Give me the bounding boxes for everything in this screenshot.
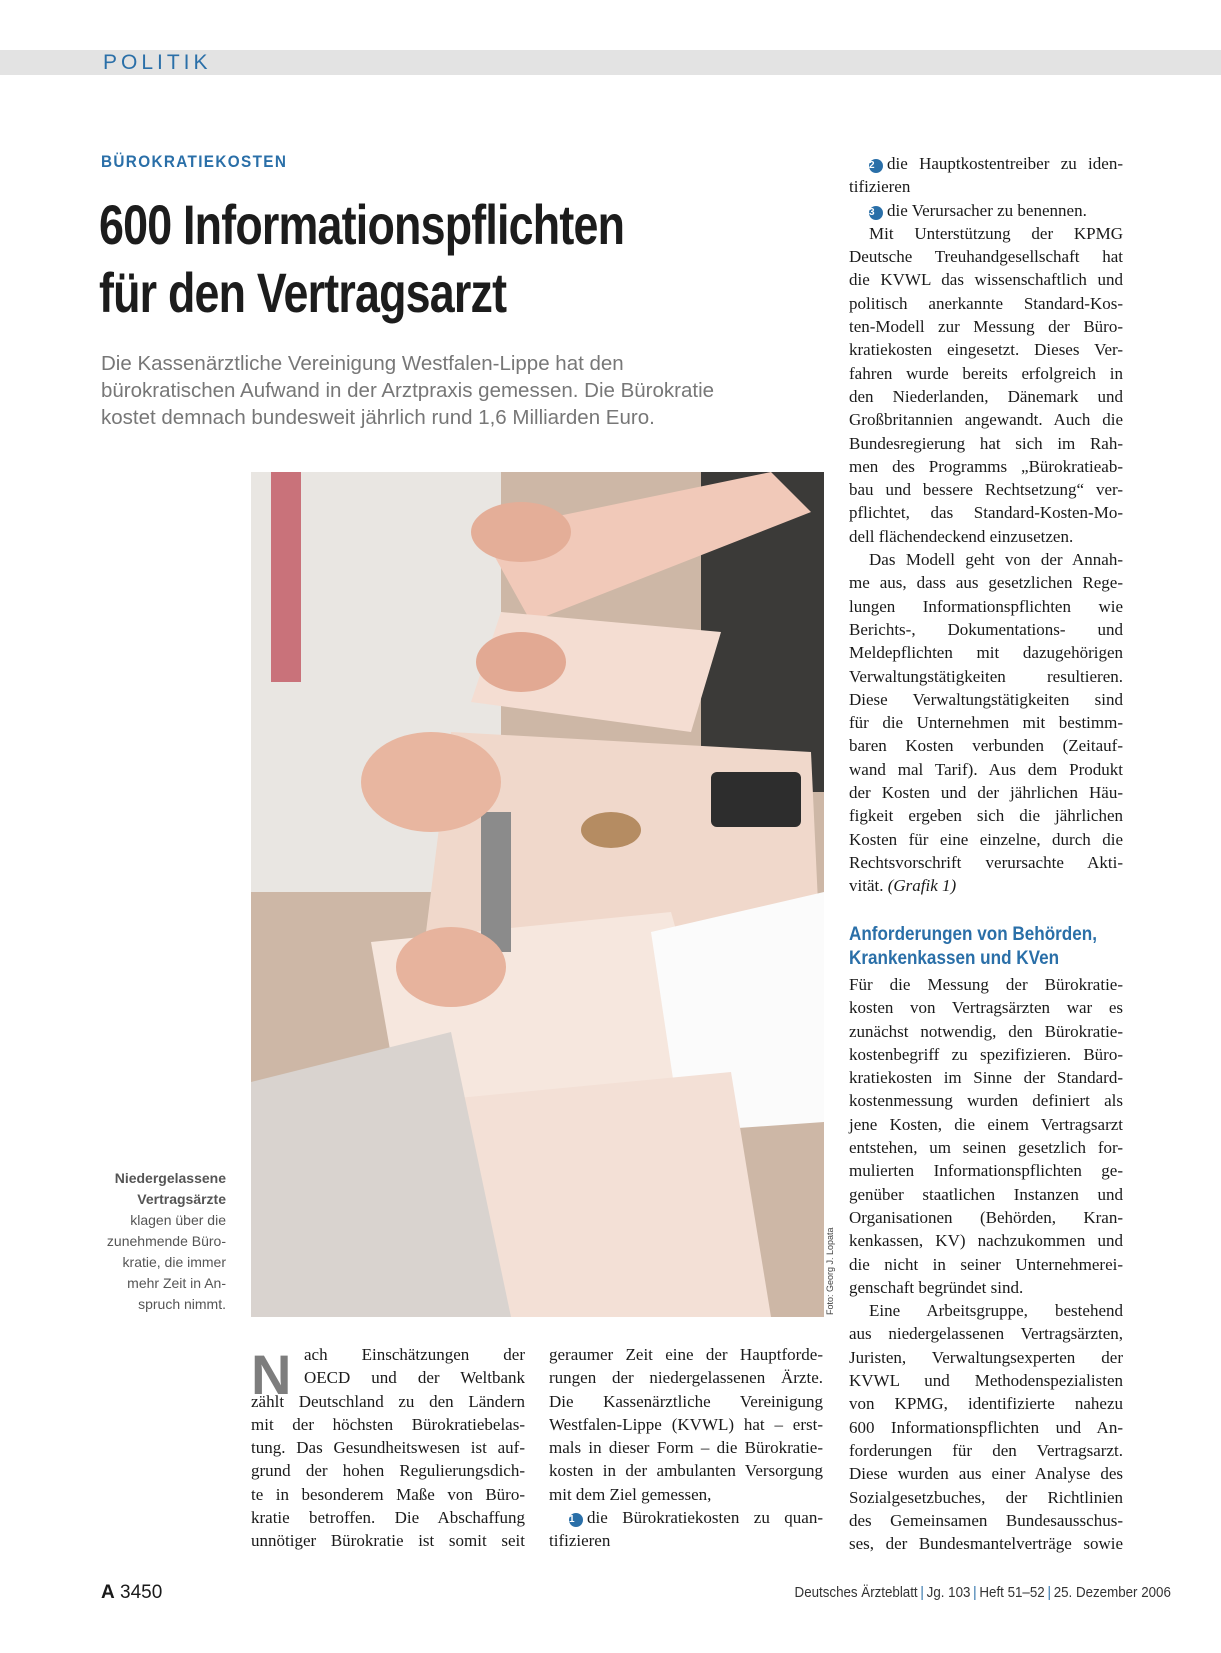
body-line: zunächst notwendig, den Bürokratie- xyxy=(849,1021,1123,1041)
body-line: unnötiger Bürokratie ist somit seit xyxy=(251,1531,525,1551)
body-line: Westfalen-Lippe (KVWL) hat – erst- xyxy=(549,1414,823,1434)
volume: Jg. 103 xyxy=(926,1585,971,1601)
body-line: den Niederlanden, Dänemark und xyxy=(849,386,1123,406)
list-item-text: die Bürokratiekosten zu quan- xyxy=(587,1508,823,1528)
body-line: Das Modell geht von der Annah- xyxy=(869,550,1123,570)
caption-line: spruch nimmt. xyxy=(138,1296,226,1312)
body-line: Die Kassenärztliche Vereinigung xyxy=(549,1391,823,1411)
body-line: für die Unternehmen mit bestimm- xyxy=(849,713,1123,733)
list-number-icon: 2 xyxy=(869,159,883,173)
photo-credit-text: Foto: Georg J. Lopata xyxy=(825,1227,835,1315)
body-line: die nicht in seiner Unternehmerei- xyxy=(849,1254,1123,1274)
subheading-line: Krankenkassen und KVen xyxy=(849,948,1060,969)
body-line: forderungen für den Vertragsarzt. xyxy=(849,1440,1123,1460)
body-line: Diese Verwaltungstätigkeiten sind xyxy=(849,689,1123,709)
body-line: fahren wurde bereits erfolgreich in xyxy=(849,363,1123,383)
body-line: wand mal Tarif). Aus dem Produkt xyxy=(849,759,1123,779)
body-line: figkeit ergeben sich die jährlichen xyxy=(849,806,1123,826)
body-line xyxy=(849,874,1123,897)
body-line: kosten in der ambulanten Versorgung xyxy=(549,1461,823,1481)
body-line: te in besonderem Maße von Büro- xyxy=(251,1484,525,1504)
body-line: mulierten Informationspflichten ge- xyxy=(849,1161,1123,1181)
body-line: Großbritannien angewandt. Auch die xyxy=(849,410,1123,430)
body-line: grund der hohen Regulierungsdich- xyxy=(251,1461,525,1481)
footer-separator: | xyxy=(973,1585,977,1601)
subheading-line: Anforderungen von Behörden, xyxy=(849,924,1097,945)
body-line: Mit Unterstützung der KPMG xyxy=(869,223,1123,243)
body-line: baren Kosten verbunden (Zeitauf- xyxy=(849,736,1123,756)
body-line: ses, der Bundesmantelverträge sowie xyxy=(849,1534,1123,1554)
body-line: tung. Das Gesundheitswesen ist auf- xyxy=(251,1438,525,1458)
issue: Heft 51–52 xyxy=(979,1585,1045,1601)
body-line: Verwaltungstätigkeiten resultieren. xyxy=(849,666,1123,686)
article-photo xyxy=(251,472,824,1317)
kicker: BÜROKRATIEKOSTEN xyxy=(101,152,288,171)
body-line: Meldepflichten mit dazugehörigen xyxy=(849,643,1123,663)
caption-bold-line: Niedergelassene xyxy=(114,1170,226,1186)
body-column-2 xyxy=(549,1343,823,1553)
footer-publication xyxy=(794,1585,1171,1601)
body-line: des Gemeinsamen Bundesausschus- xyxy=(849,1510,1123,1530)
page-prefix: A xyxy=(101,1582,115,1603)
body-line: pflichtet, das Standard-Kosten-Mo- xyxy=(849,503,1123,523)
subheading xyxy=(849,923,1110,971)
headline-line: für den Vertragsarzt xyxy=(99,261,507,324)
photo-illustration xyxy=(251,472,824,1317)
body-line: Für die Messung der Bürokratie- xyxy=(849,975,1123,994)
body-line: Kosten für eine einzelne, durch die xyxy=(849,829,1123,849)
body-line: genschaft begründet sind. xyxy=(849,1277,1024,1297)
headline-line: 600 Informationspflichten xyxy=(99,193,625,256)
body-line: Berichts-, Dokumentations- und xyxy=(849,619,1123,639)
body-line: me aus, dass aus gesetzlichen Rege- xyxy=(849,573,1123,593)
body-line: politisch anerkannte Standard-Kos- xyxy=(849,293,1123,313)
lede xyxy=(101,350,821,431)
body-line: Bundesregierung hat sich im Rah- xyxy=(849,433,1123,453)
body-line: ten-Modell zur Messung der Büro- xyxy=(849,317,1123,337)
body-line: Deutsche Treuhandgesellschaft hat xyxy=(849,247,1123,267)
page-number xyxy=(101,1582,162,1604)
list-item-text: die Hauptkostentreiber zu iden- xyxy=(887,154,1123,173)
caption-line: mehr Zeit in An- xyxy=(127,1275,226,1291)
body-line: KVWL und Methodenspezialisten xyxy=(849,1371,1123,1391)
body-line: kostenbegriff zu spezifizieren. Büro- xyxy=(849,1044,1123,1064)
body-line: genüber staatlichen Instanzen und xyxy=(849,1184,1123,1204)
caption-line: zunehmende Büro- xyxy=(106,1233,226,1249)
body-line: dell flächendeckend einzusetzen. xyxy=(849,526,1074,546)
body-line: rungen der niedergelassenen Ärzte. xyxy=(549,1368,823,1388)
body-line: kosten von Vertragsärzten war es xyxy=(849,998,1123,1018)
photo-credit xyxy=(825,1227,839,1315)
list-number-icon: 3 xyxy=(869,206,883,220)
caption-bold-line: Vertragsärzte xyxy=(137,1191,226,1207)
body-line: kratiekosten eingesetzt. Dieses Ver- xyxy=(849,340,1123,360)
footer-separator: | xyxy=(1047,1585,1051,1601)
body-line: aus niedergelassenen Vertragsärzten, xyxy=(849,1324,1123,1344)
footer-separator: | xyxy=(920,1585,924,1601)
body-line: kratie betroffen. Die Abschaffung xyxy=(251,1508,525,1528)
body-line: der Kosten und der jährlichen Häu- xyxy=(849,783,1123,803)
body-line: tifizieren xyxy=(849,177,911,197)
caption-line: klagen über die xyxy=(130,1212,226,1228)
caption-line: kratie, die immer xyxy=(122,1254,226,1270)
list-item-1 xyxy=(549,1506,823,1529)
figure-reference[interactable]: (Grafik 1) xyxy=(887,876,957,896)
list-number-icon: 1 xyxy=(569,1513,583,1527)
body-line: lungen Informationspflichten wie xyxy=(849,596,1123,616)
body-line: OECD und der Weltbank xyxy=(304,1368,525,1388)
body-line: Rechtsvorschrift verursachte Akti- xyxy=(849,852,1123,872)
page-number-value: 3450 xyxy=(120,1582,163,1603)
list-item-text: die Verursacher zu benennen. xyxy=(887,200,1087,220)
body-line: kratiekosten im Sinne der Standard- xyxy=(849,1068,1123,1088)
body-line: geraumer Zeit eine der Hauptforde- xyxy=(549,1345,823,1364)
body-line: jene Kosten, die einem Vertragsarzt xyxy=(849,1114,1123,1134)
issue-date: 25. Dezember 2006 xyxy=(1053,1585,1171,1601)
section-label: POLITIK xyxy=(103,51,212,74)
lede-line: Die Kassenärztliche Vereinigung Westfalen-Lippe hat den xyxy=(101,352,624,375)
body-line: die KVWL das wissenschaftlich und xyxy=(849,270,1123,290)
body-line: 600 Informationspflichten und An- xyxy=(849,1417,1123,1437)
body-line: Diese wurden aus einer Analyse des xyxy=(849,1464,1123,1484)
body-column-3 xyxy=(849,152,1123,898)
list-item-3 xyxy=(849,199,1123,222)
body-line: bau und bessere Rechtsetzung“ ver- xyxy=(849,480,1123,500)
journal-name: Deutsches Ärzteblatt xyxy=(794,1585,918,1601)
drop-cap: N xyxy=(251,1343,292,1406)
body-line: zählt Deutschland zu den Ländern xyxy=(251,1391,525,1411)
body-line: entstehen, um seinen gesetzlich for- xyxy=(849,1138,1123,1158)
body-line: Eine Arbeitsgruppe, bestehend xyxy=(869,1301,1123,1321)
body-line: mit der höchsten Bürokratiebelas- xyxy=(251,1414,525,1434)
body-line: mals in dieser Form – die Bürokratie- xyxy=(549,1438,823,1458)
body-line: men des Programms „Bürokratieab- xyxy=(849,456,1123,476)
body-column-1 xyxy=(251,1343,525,1553)
body-column-3-lower xyxy=(849,973,1123,1555)
body-line: Organisationen (Behörden, Kran- xyxy=(849,1207,1123,1227)
body-line: kenkassen, KV) nachzukommen und xyxy=(849,1231,1123,1251)
body-line: mit dem Ziel gemessen, xyxy=(549,1484,712,1504)
body-text: vität. xyxy=(849,876,884,896)
lede-line: kostet demnach bundesweit jährlich rund 1,6 Milliarden Euro. xyxy=(101,406,655,429)
headline xyxy=(99,191,643,327)
list-item-2 xyxy=(849,152,1123,175)
body-line: Juristen, Verwaltungsexperten der xyxy=(849,1347,1123,1367)
lede-line: bürokratischen Aufwand in der Arztpraxis gemessen. Die Bürokratie xyxy=(101,379,715,402)
body-line: von KPMG, identifizierte nahezu xyxy=(849,1394,1123,1414)
photo-caption xyxy=(90,1168,226,1315)
body-line: kostenmessung wurden definiert als xyxy=(849,1091,1123,1111)
body-line: tifizieren xyxy=(549,1531,611,1551)
body-line: ach Einschätzungen der xyxy=(304,1345,525,1364)
body-line: Sozialgesetzbuches, der Richtlinien xyxy=(849,1487,1123,1507)
